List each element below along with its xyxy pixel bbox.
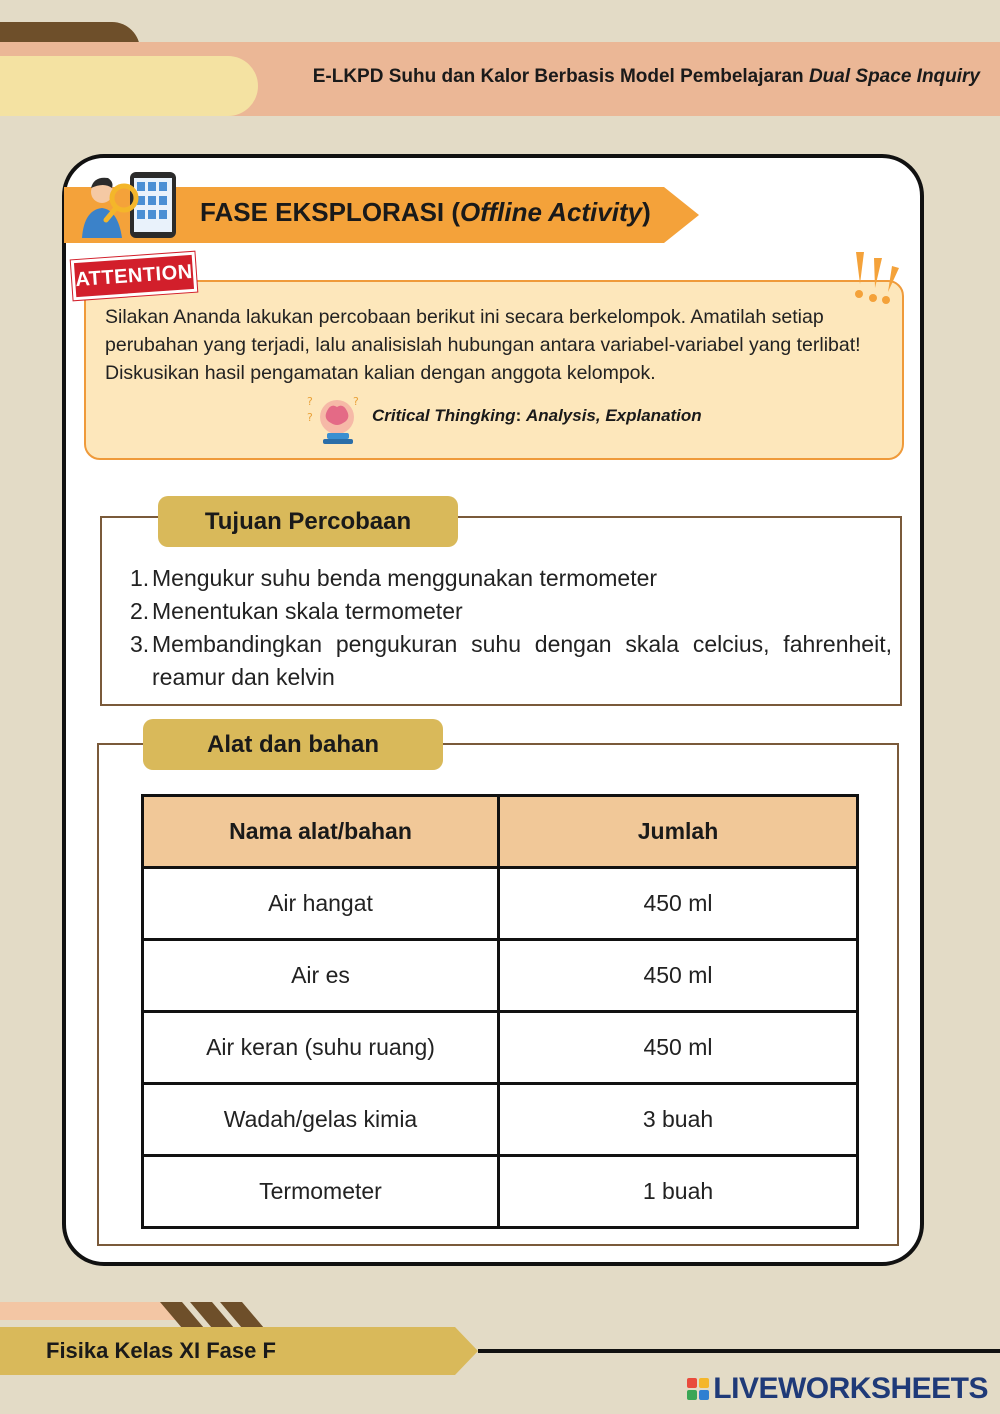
explorer-magnifier-icon [78, 170, 182, 244]
attention-instructions: Silakan Ananda lakukan percobaan berikut ini secara berkelompok. Amatilah setiap perubahan yang terjadi, lalu analisislah hubungan antara variabel-variabel yang terlibat! Diskusikan hasil pengamatan kalian dengan anggota kelompok. [105, 306, 861, 384]
thinking-head-icon [305, 393, 365, 451]
goal-item: 1. Mengukur suhu benda menggunakan termometer [130, 565, 658, 591]
column-header-quantity: Jumlah [499, 796, 858, 868]
liveworksheets-logo [687, 1372, 988, 1406]
liveworksheets-logo-text: LIVEWORKSHEETS [713, 1372, 988, 1405]
document-title: E-LKPD Suhu dan Kalor Berbasis Model Pembelajaran Dual Space Inquiry [312, 66, 980, 87]
footer-title: Fisika Kelas XI Fase F [46, 1338, 276, 1363]
materials-table [141, 794, 859, 1229]
table-header-row [143, 796, 858, 868]
material-quantity: 450 ml [499, 940, 858, 1012]
materials-section-label: Alat dan bahan [143, 719, 443, 770]
footer-line [478, 1349, 1000, 1353]
critical-thinking-label: Critical Thingking: Analysis, Explanation [372, 406, 702, 425]
material-name: Air hangat [143, 868, 499, 940]
goal-item: 2. Menentukan skala termometer [130, 598, 463, 624]
table-row [143, 1156, 858, 1228]
svg-text:?: ? [307, 395, 313, 408]
table-row [143, 1012, 858, 1084]
svg-text:?: ? [353, 395, 359, 408]
material-name: Air keran (suhu ruang) [143, 1012, 499, 1084]
table-row [143, 940, 858, 1012]
goal-item: 3. Membandingkan pengukuran suhu dengan skala celcius, fahrenheit, reamur dan kelvin [130, 631, 892, 690]
phase-title: FASE EKSPLORASI (Offline Activity) [200, 197, 651, 227]
header-accent-yellow [0, 56, 258, 116]
material-quantity: 1 buah [499, 1156, 858, 1228]
column-header-name: Nama alat/bahan [143, 796, 499, 868]
material-name: Wadah/gelas kimia [143, 1084, 499, 1156]
attention-tag: ATTENTION [71, 252, 197, 301]
footer-accent-peach [0, 1302, 180, 1320]
svg-text:?: ? [307, 411, 313, 424]
liveworksheets-logo-icon [687, 1378, 709, 1400]
material-name: Termometer [143, 1156, 499, 1228]
table-row [143, 1084, 858, 1156]
goals-section-label: Tujuan Percobaan [158, 496, 458, 547]
table-row [143, 868, 858, 940]
material-name: Air es [143, 940, 499, 1012]
material-quantity: 450 ml [499, 1012, 858, 1084]
material-quantity: 450 ml [499, 868, 858, 940]
material-quantity: 3 buah [499, 1084, 858, 1156]
goals-list [130, 562, 892, 694]
